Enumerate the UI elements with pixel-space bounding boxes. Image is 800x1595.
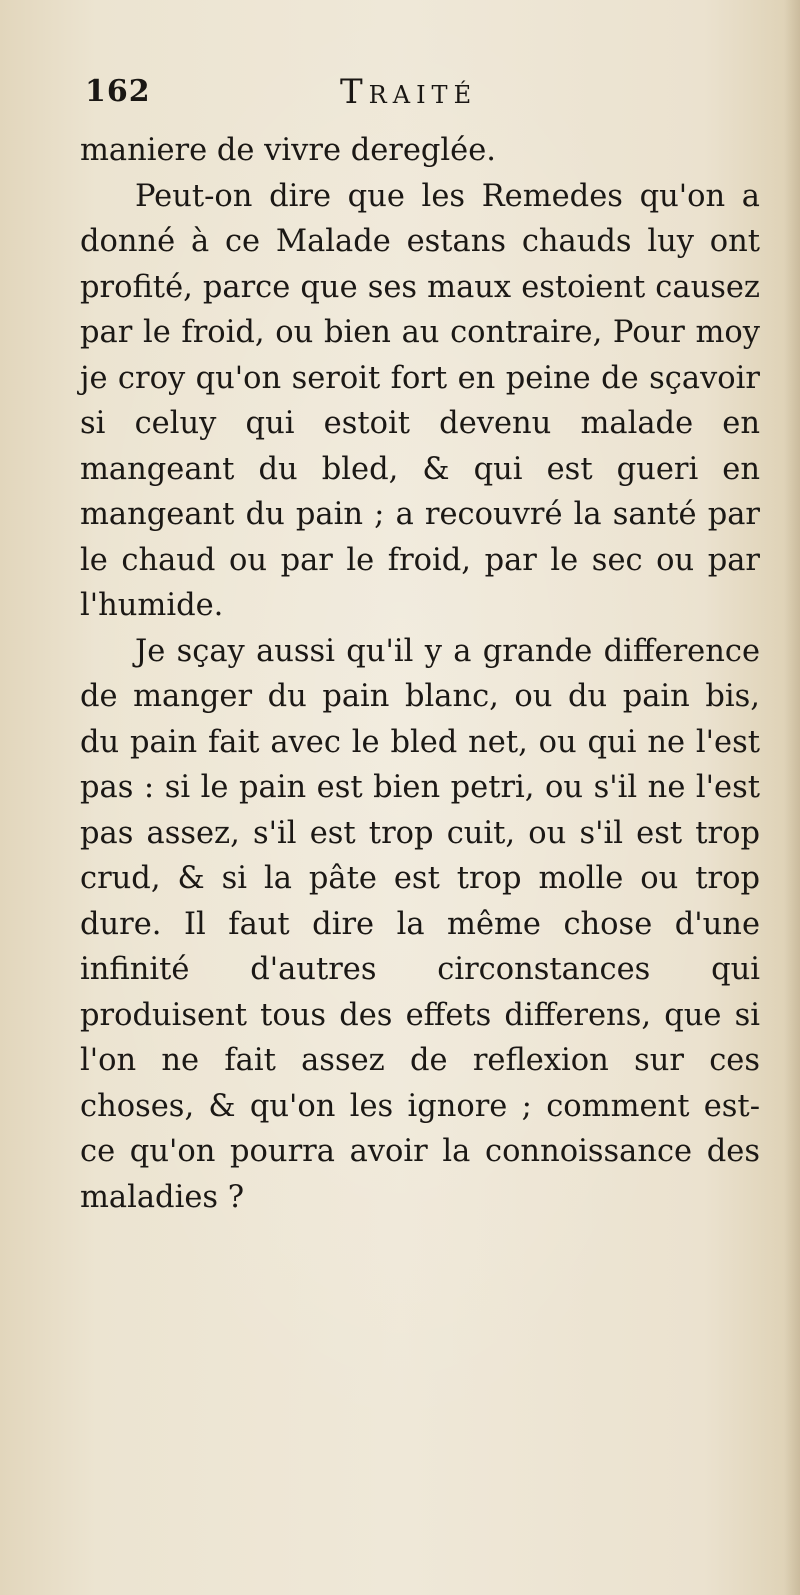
running-head: Traité: [340, 72, 478, 112]
page-header: [85, 72, 605, 122]
page-number: 162: [85, 74, 151, 109]
body-text: [80, 128, 760, 1220]
paragraph: Je sçay aussi qu'il y a grande difference de manger du pain blanc, ou du pain bis, du pain fait avec le bled net, ou qui ne l'est pas : si le pain est bien petri, ou s'il ne l'est pas assez, s'il est trop cuit, ou s'il est trop crud, & si la pâte est trop molle ou trop dure. Il faut dire la même chose d'une infinité d'autres circonstances qui produisent tous des effets differens, que si l'on ne fait assez de reflexion sur ces choses, & qu'on les ignore ; comment est-ce qu'on pourra avoir la connoissance des maladies ?: [80, 633, 760, 1215]
paragraph-continuation: maniere de vivre dereglée.: [80, 133, 496, 168]
page-edge-shadow: [784, 0, 800, 1595]
paragraph: Peut-on dire que les Remedes qu'on a donné à ce Malade estans chauds luy ont profité, parce que ses maux estoient causez par le froid, ou bien au contraire, Pour moy je croy qu'on seroit fort en peine de sçavoir si celuy qui estoit devenu malade en mangeant du bled, & qui est gueri en mangeant du pain ; a recouvré la santé par le chaud ou par le froid, par le sec ou par l'humide.: [80, 178, 760, 623]
